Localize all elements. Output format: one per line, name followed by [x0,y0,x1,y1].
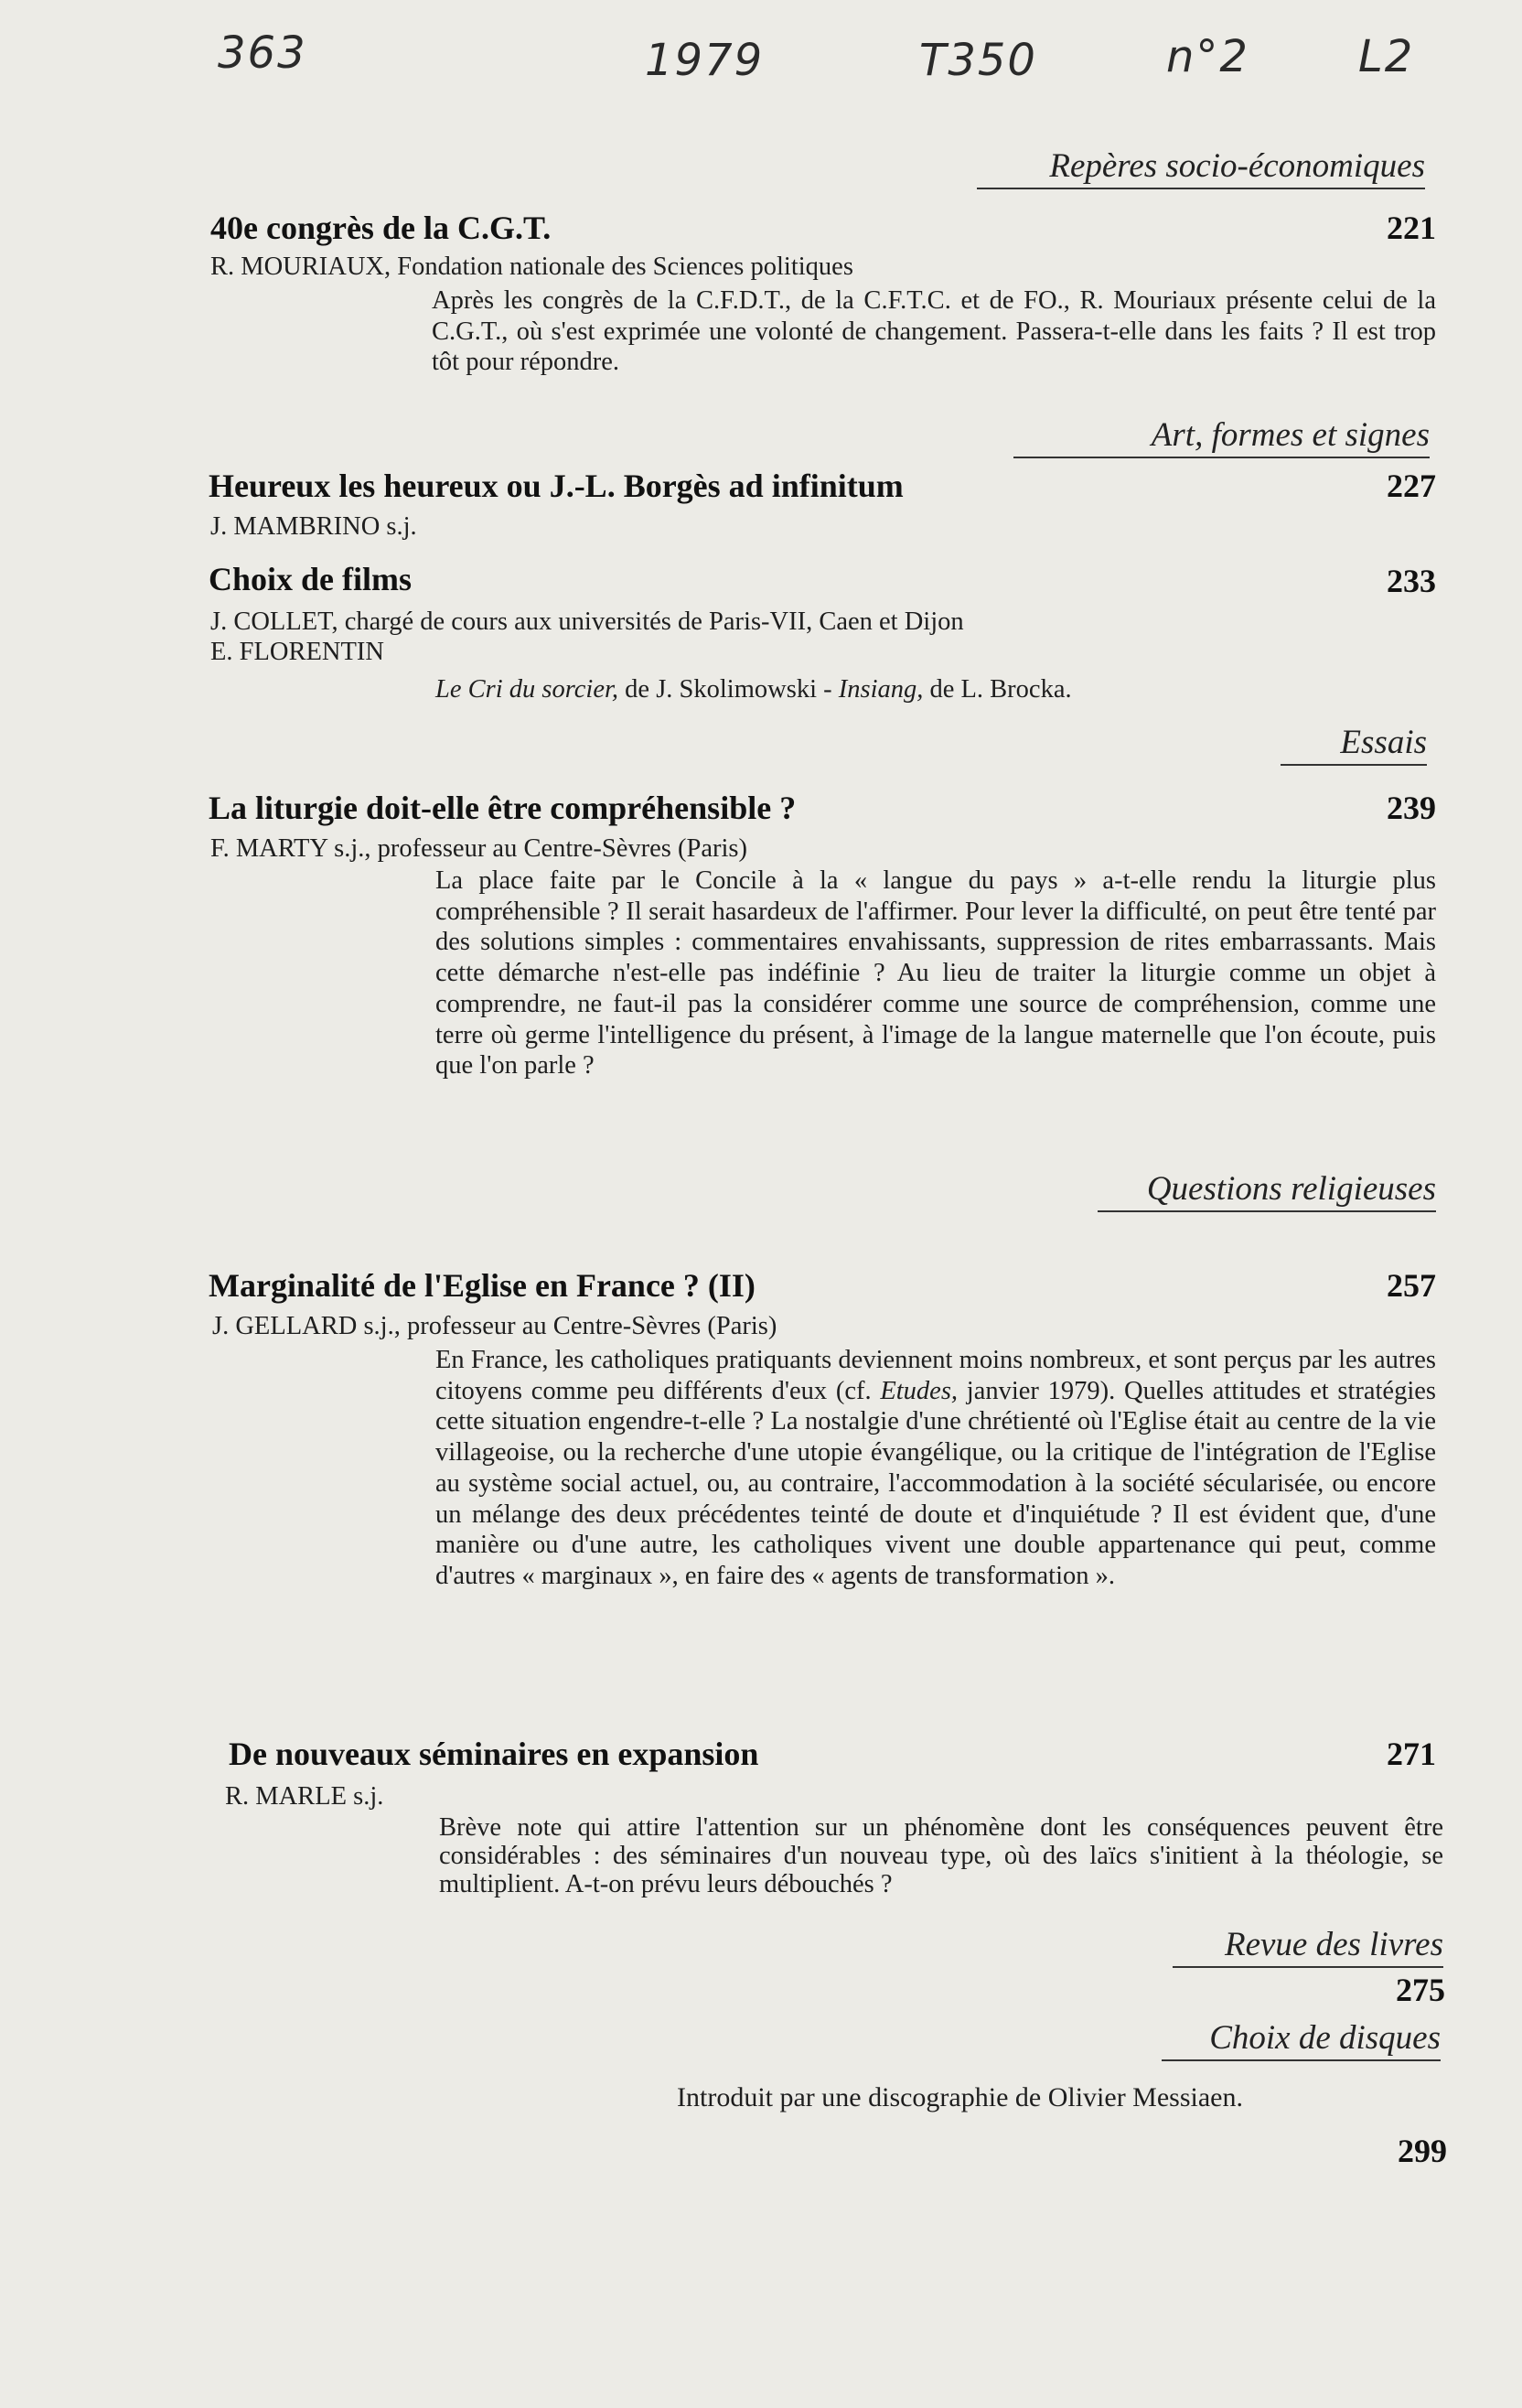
page-number: 221 [1387,210,1436,246]
article-author: R. MOURIAUX, Fondation nationale des Sciences politiques [210,253,853,281]
section-heading: Art, formes et signes [1013,415,1430,458]
article-title: La liturgie doit-elle être compréhensible ? [209,790,797,826]
page-number: 227 [1387,468,1436,504]
article-author: J. GELLARD s.j., professeur au Centre-Sèvres (Paris) [212,1312,777,1340]
article-abstract: Brève note qui attire l'attention sur un phénomène dont les conséquences peuvent être considérables : des séminaires d'un nouveau type, où des laïcs s'initient à la théologie, se multiplient. A-t-on prévu leurs débouchés ? [439,1813,1443,1898]
section-heading: Revue des livres [1173,1925,1443,1968]
section-heading: Questions religieuses [1098,1169,1436,1212]
handwritten-note: L2 [1358,31,1415,82]
page-number: 275 [1396,1972,1445,2008]
page-number: 271 [1387,1736,1436,1772]
section-heading: Choix de disques [1162,2018,1441,2061]
page-number: 299 [1398,2133,1447,2169]
film-title: Insiang, [838,675,924,704]
section-heading: Repères socio-économiques [977,146,1425,189]
abstract-text: janvier 1979). Quelles attitudes et stratégies cette situation engendre-t-elle ? La nostalgie d'une chrétienté où l'Eglise était au centre de la vie villageoise, ou la recherche d'une utopie évangélique, ou la critique de l'intégration de l'Eglise au système social actuel, ou, au contraire, l'accommodation à la société sécularisée, ou encore un mélange des deux précédentes teinté de doute et d'inquiétude ? Il est évident que, d'une manière ou d'une autre, les catholiques vivent une double appartenance qui peut, comme d'autres « marginaux », en faire des « agents de transformation ». [435,1376,1436,1590]
film-credit: de J. Skolimowski - [618,675,839,704]
handwritten-note: 363 [218,27,307,79]
article-author: J. COLLET, chargé de cours aux universités de Paris-VII, Caen et Dijon [210,607,964,636]
film-credit: de L. Brocka. [923,675,1072,704]
article-author: F. MARTY s.j., professeur au Centre-Sèvres (Paris) [210,834,748,863]
article-author: J. MAMBRINO s.j. [210,512,417,541]
article-abstract [435,1345,1436,1592]
handwritten-note: n°2 [1166,31,1249,82]
section-heading: Essais [1281,723,1427,766]
journal-title: Etudes, [880,1376,959,1405]
article-title: Choix de films [209,561,413,597]
handwritten-note: T350 [919,35,1037,86]
article-title: Heureux les heureux ou J.-L. Borgès ad infinitum [209,468,904,504]
page-number: 239 [1387,790,1436,826]
article-author: E. FLORENTIN [210,638,384,666]
article-abstract: La place faite par le Concile à la « langue du pays » a-t-elle rendu la liturgie plus compréhensible ? Il serait hasardeux de l'affirmer. Pour lever la difficulté, on peut être tenté par des solutions simples : commentaires envahissants, suppression de rites embarrassants. Mais cette démarche n'est-elle pas indéfinie ? Au lieu de traiter la liturgie comme un objet à comprendre, ne faut-il pas la considérer comme une source de compréhension, comme une terre où germe l'intelligence du présent, à l'image de la langue maternelle que l'on écoute, puis que l'on parle ? [435,866,1436,1080]
handwritten-note: 1979 [645,35,765,86]
discography-note: Introduit par une discographie de Olivier Messiaen. [677,2082,1243,2112]
article-title: Marginalité de l'Eglise en France ? (II) [209,1267,756,1304]
article-abstract: Après les congrès de la C.F.D.T., de la C.F.T.C. et de FO., R. Mouriaux présente celui de la C.G.T., où s'est exprimée une volonté de changement. Passera-t-elle dans les faits ? Il est trop tôt pour répondre. [432,286,1436,377]
article-title: De nouveaux séminaires en expansion [229,1736,759,1772]
page-number: 257 [1387,1267,1436,1304]
abstract-text: En France, les catholiques pratiquants deviennent moins nombreux, et sont perçus par les autres citoyens comme peu différents d'eux (cf. [435,1346,1436,1405]
film-title: Le Cri du sorcier, [435,675,619,704]
page-number: 233 [1387,563,1436,599]
article-author: R. MARLE s.j. [225,1782,384,1811]
film-line [435,675,1072,704]
article-title: 40e congrès de la C.G.T. [210,210,552,246]
